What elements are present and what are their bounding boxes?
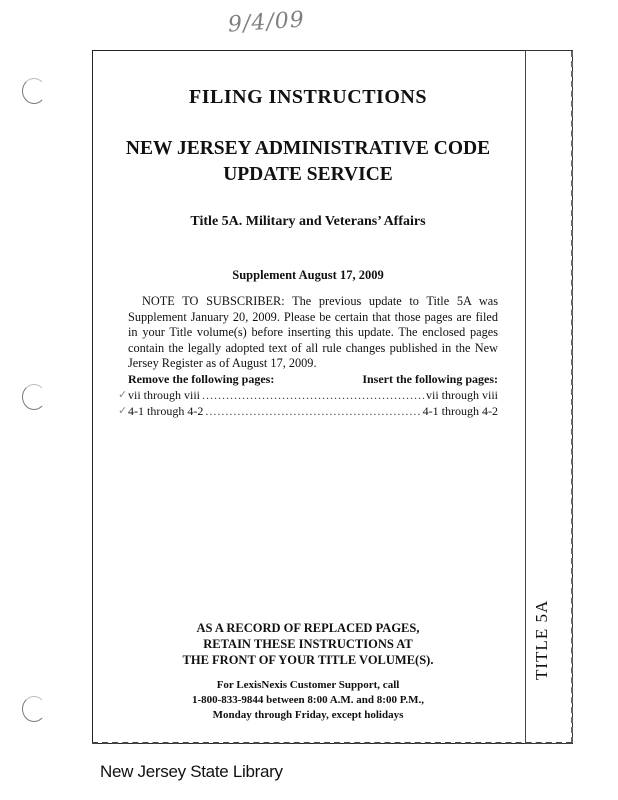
binder-hole-bottom: [22, 696, 46, 722]
pages-table-header: [128, 372, 498, 387]
title-subtitle: Title 5A. Military and Veterans’ Affairs: [190, 214, 426, 229]
check-mark-icon: ✓: [118, 405, 128, 417]
code-name-line1: NEW JERSEY ADMINISTRATIVE CODE: [125, 138, 491, 159]
code-name: [92, 136, 524, 188]
support-line2: 1-800-833-9844 between 8:00 A.M. and 8:00 P.M.,: [191, 694, 425, 706]
dot-leader: [202, 388, 424, 403]
record-notice: [92, 620, 524, 668]
pages-row: [128, 388, 498, 403]
code-name-line2: UPDATE SERVICE: [223, 164, 393, 185]
insert-pages-header: Insert the following pages:: [362, 372, 498, 386]
record-notice-line1: AS A RECORD OF REPLACED PAGES,: [196, 621, 420, 635]
remove-pages-header: Remove the following pages:: [128, 372, 275, 386]
remove-pages-value: vii through viii: [128, 388, 200, 402]
pages-row: [128, 404, 498, 419]
bottom-rule: [92, 742, 572, 744]
insert-pages-value: 4-1 through 4-2: [422, 404, 498, 418]
binder-hole-middle: [22, 384, 46, 410]
record-notice-line3: THE FRONT OF YOUR TITLE VOLUME(S).: [182, 653, 434, 667]
remove-pages-value: 4-1 through 4-2: [128, 404, 204, 418]
check-mark-icon: ✓: [118, 389, 128, 401]
insert-pages-value: vii through viii: [426, 388, 498, 402]
document-title: FILING INSTRUCTIONS: [189, 86, 427, 108]
customer-support: [92, 678, 524, 723]
library-stamp: New Jersey State Library: [100, 762, 283, 781]
subscriber-note: NOTE TO SUBSCRIBER: The previous update to Title 5A was Supplement January 20, 2009. Please be certain that those pages are filed in your Title volume(s) before inserting this update. The enclosed pages contain the legally adopted text of all rule changes published in the New Jersey Register as of August 17, 2009.: [128, 294, 498, 370]
binder-hole-top: [22, 78, 46, 104]
dot-leader: [205, 404, 420, 419]
handwritten-date: 9/4/09: [227, 7, 306, 38]
support-line1: For LexisNexis Customer Support, call: [216, 679, 400, 691]
tab-edge-dash: [571, 51, 573, 743]
support-line3: Monday through Friday, except holidays: [212, 709, 404, 721]
binder-holes: [22, 0, 50, 800]
record-notice-line2: RETAIN THESE INSTRUCTIONS AT: [203, 637, 413, 651]
title-tab-label: TITLE 5A: [532, 599, 551, 680]
supplement-date: Supplement August 17, 2009: [232, 268, 384, 282]
